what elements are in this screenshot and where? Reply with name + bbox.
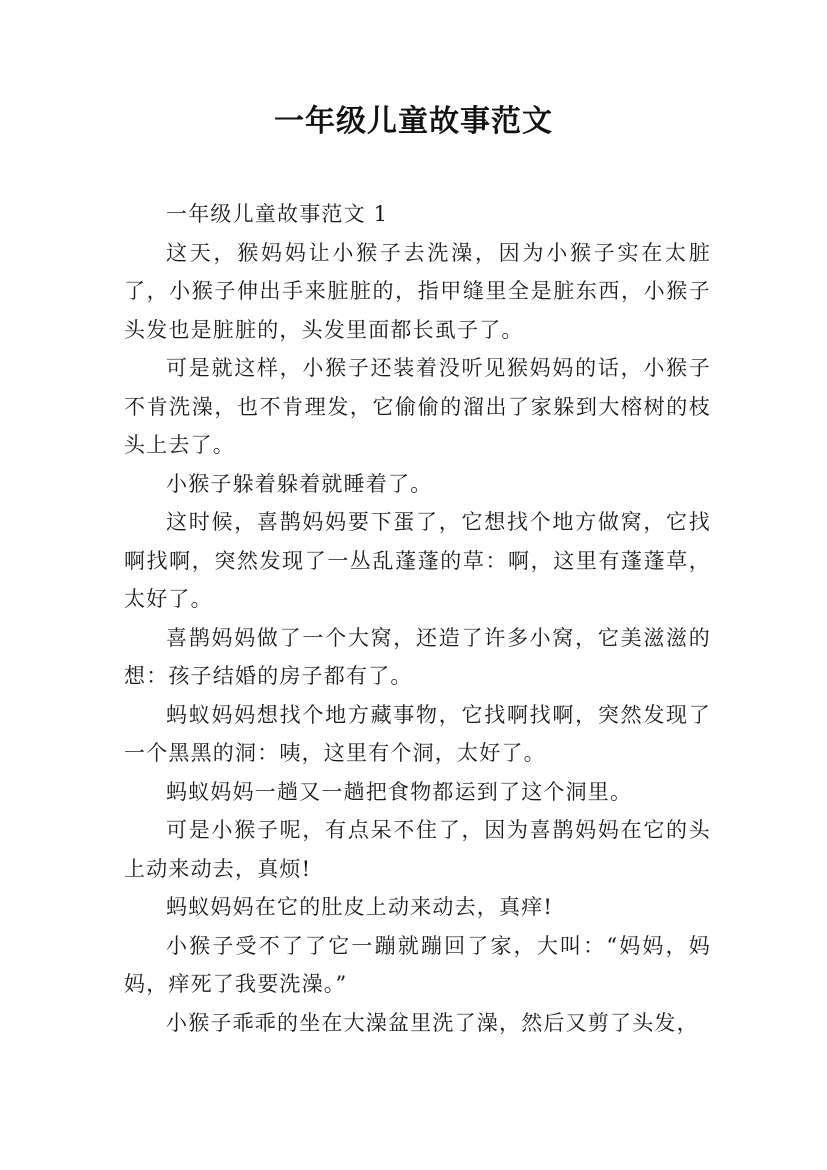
paragraph: 喜鹊妈妈做了一个大窝，还造了许多小窝，它美滋滋的想：孩子结婚的房子都有了。 xyxy=(124,625,711,688)
paragraph: 可是小猴子呢，有点呆不住了，因为喜鹊妈妈在它的头上动来动去，真烦! xyxy=(124,818,711,881)
paragraph: 蚂蚁妈妈一趟又一趟把食物都运到了这个洞里。 xyxy=(166,779,633,804)
paragraph: 小猴子乖乖的坐在大澡盆里洗了澡，然后又剪了头发， xyxy=(166,1010,699,1035)
paragraph: 小猴子受不了了它一蹦就蹦回了家，大叫：“妈妈，妈妈，痒死了我要洗澡。” xyxy=(124,933,711,996)
paragraph: 这天，猴妈妈让小猴子去洗澡，因为小猴子实在太脏了，小猴子伸出手来脏脏的，指甲缝里全是脏东西，小猴子头发也是脏脏的，头发里面都长虱子了。 xyxy=(124,240,711,342)
document-body xyxy=(124,195,711,1042)
paragraph: 蚂蚁妈妈在它的肚皮上动来动去，真痒! xyxy=(166,895,554,919)
section-heading: 一年级儿童故事范文 1 xyxy=(166,202,389,226)
paragraph: 小猴子躲着躲着就睡着了。 xyxy=(166,471,433,496)
paragraph: 这时候，喜鹊妈妈要下蛋了，它想找个地方做窝，它找啊找啊，突然发现了一丛乱蓬蓬的草：啊，这里有蓬蓬草，太好了。 xyxy=(124,510,711,611)
paragraph: 可是就这样，小猴子还装着没听见猴妈妈的话，小猴子不肯洗澡，也不肯理发，它偷偷的溜出了家躲到大榕树的枝头上去了。 xyxy=(124,356,711,457)
paragraph: 蚂蚁妈妈想找个地方藏事物，它找啊找啊，突然发现了一个黑黑的洞：咦，这里有个洞，太好了。 xyxy=(124,702,711,765)
document-title: 一年级儿童故事范文 xyxy=(274,104,553,139)
